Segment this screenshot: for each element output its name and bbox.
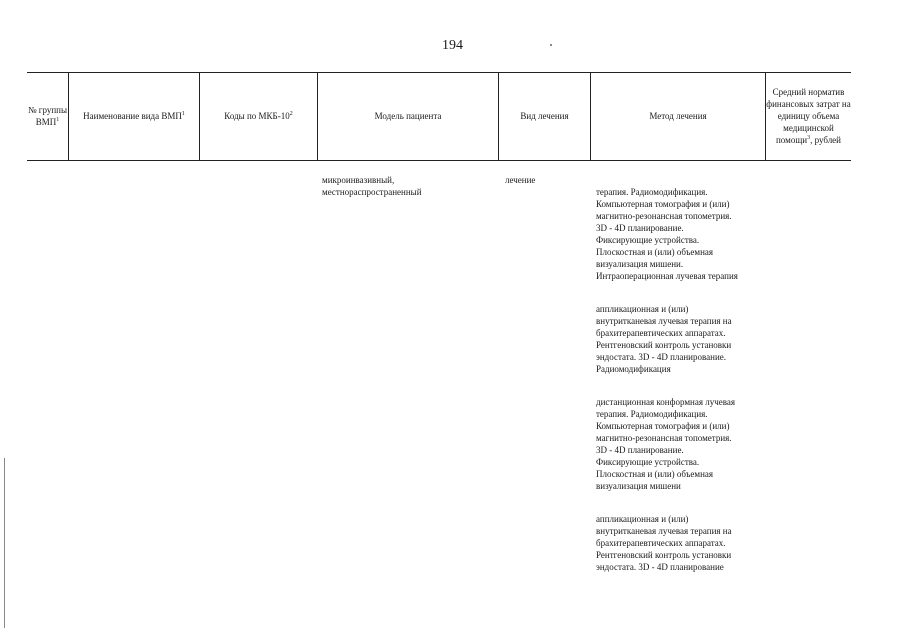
scan-artifact xyxy=(550,44,552,46)
patient-model-cell: микроинвазивный, местнораспространенный xyxy=(322,175,422,197)
header-patient-model: Модель пациента xyxy=(374,111,442,121)
treatment-type-cell: лечение xyxy=(505,175,536,185)
method-block: аппликационная и (или) внутритканевая лучевая терапия на брахитерапевтических аппаратах. Рентгеновский контроль установки эндостата. 3D - 4D планирование xyxy=(596,514,732,572)
treatment-method-cell xyxy=(596,174,766,585)
header-treatment-type: Вид лечения xyxy=(520,111,569,121)
method-block: аппликационная и (или) внутритканевая лучевая терапия на брахитерапевтических аппаратах. Рентгеновский контроль установки эндостата. 3D - 4D планирование. Радиомодификация xyxy=(596,304,732,374)
method-block: терапия. Радиомодификация. Компьютерная томография и (или) магнитно-резонансная топометрия. 3D - 4D планирование. Фиксирующие устройства. Плоскостная и (или) объемная визуализация мишени. Интраоперационная лучевая терапия xyxy=(596,187,738,281)
header-cost: Средний норматив финансовых затрат на единицу объема медицинской помощи$^3$, рублей xyxy=(766,87,851,145)
header-bottom-border xyxy=(27,160,851,161)
header-group-number: № группы ВМП$^1$ xyxy=(27,105,68,127)
page-number: 194 xyxy=(442,38,463,53)
header-vmp-name: Наименование вида ВМП$^1$ xyxy=(83,111,185,121)
header-treatment-method: Метод лечения xyxy=(649,111,707,121)
method-block: дистанционная конформная лучевая терапия. Радиомодификация. Компьютерная томография и (или) магнитно-резонансная топометрия. 3D - 4D планирование. Фиксирующие устройства. Плоскостная и (или) объемная визуализация мишени xyxy=(596,397,735,491)
header-mkb-codes: Коды по МКБ-$10^2$ xyxy=(224,111,293,121)
scan-artifact xyxy=(4,458,5,628)
